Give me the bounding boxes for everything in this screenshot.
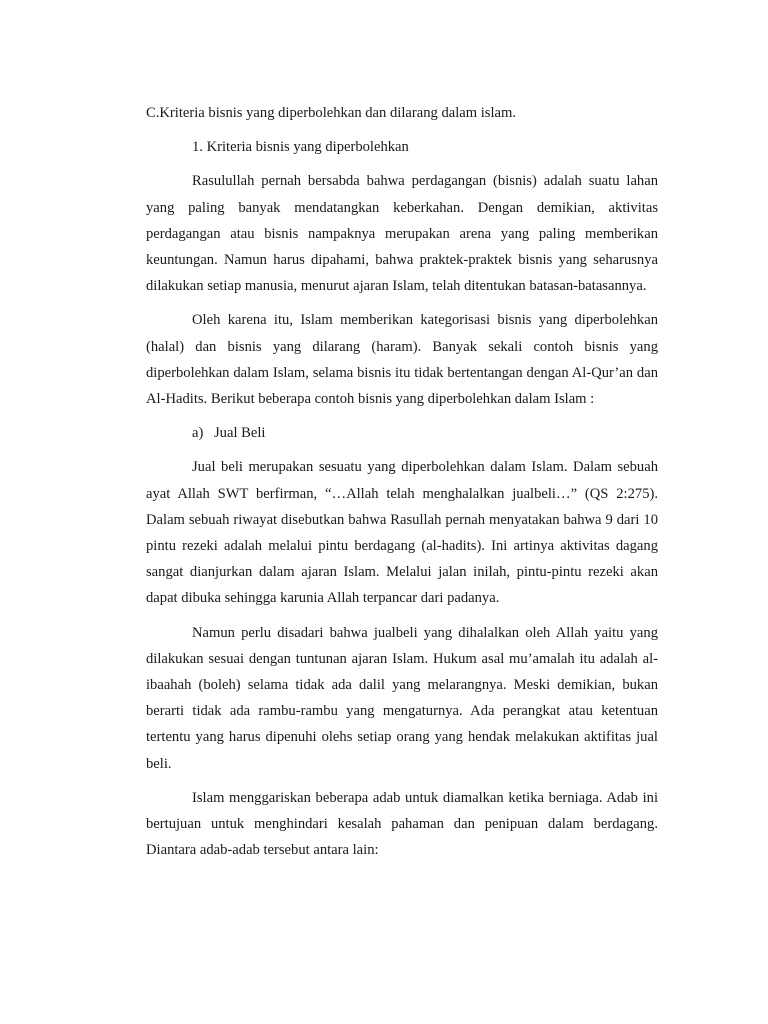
- list-item-a-marker: a): [192, 425, 204, 442]
- list-item-a-label: Jual Beli: [214, 425, 266, 442]
- paragraph-4: Namun perlu disadari bahwa jualbeli yang dihalalkan oleh Allah yaitu yang dilakukan sesuai dengan tuntunan ajaran Islam. Hukum asal mu’amalah itu adalah al-ibaahah (boleh) selama tidak ada dalil yang melarangnya. Meski demikian, bukan berarti tidak ada rambu-rambu yang mengaturnya. Ada perangkat atau ketentuan tertentu yang harus dipenuhi olehs setiap orang yang hendak melakukan aktifitas jual beli.: [146, 624, 658, 772]
- paragraph-2: Oleh karena itu, Islam memberikan kategorisasi bisnis yang diperbolehkan (halal) dan bisnis yang dilarang (haram). Banyak sekali contoh bisnis yang diperbolehkan dalam Islam, selama bisnis itu tidak bertentangan dengan Al-Qur’an dan Al-Hadits. Berikut beberapa contoh bisnis yang diperbolehkan dalam Islam :: [146, 312, 658, 408]
- paragraph-3: Jual beli merupakan sesuatu yang diperbolehkan dalam Islam. Dalam sebuah ayat Allah SWT berfirman, “…Allah telah menghalalkan jualbeli…” (QS 2:275). Dalam sebuah riwayat disebutkan bahwa Rasullah pernah menyatakan bahwa 9 dari 10 pintu rezeki adalah melalui pintu berdagang (al-hadits). Ini artinya aktivitas dagang sangat dianjurkan dalam ajaran Islam. Melalui jalan inilah, pintu-pintu rezeki akan dapat dibuka sehingga karunia Allah terpancar dari padanya.: [146, 459, 658, 607]
- document-body: [146, 100, 658, 871]
- list-item-a: [192, 420, 658, 446]
- subsection-heading: 1. Kriteria bisnis yang diperbolehkan: [192, 139, 409, 156]
- paragraph-1: Rasulullah pernah bersabda bahwa perdagangan (bisnis) adalah suatu lahan yang paling banyak mendatangkan keberkahan. Dengan demikian, aktivitas perdagangan atau bisnis nampaknya merupakan arena yang paling memberikan keuntungan. Namun harus dipahami, bahwa praktek-praktek bisnis yang seharusnya dilakukan setiap manusia, menurut ajaran Islam, telah ditentukan batasan-batasannya.: [146, 173, 658, 295]
- paragraph-5: Islam menggariskan beberapa adab untuk diamalkan ketika berniaga. Adab ini bertujuan untuk menghindari kesalah pahaman dan penipuan dalam berdagang. Diantara adab-adab tersebut antara lain:: [146, 789, 658, 859]
- section-heading: C.Kriteria bisnis yang diperbolehkan dan dilarang dalam islam.: [146, 105, 517, 121]
